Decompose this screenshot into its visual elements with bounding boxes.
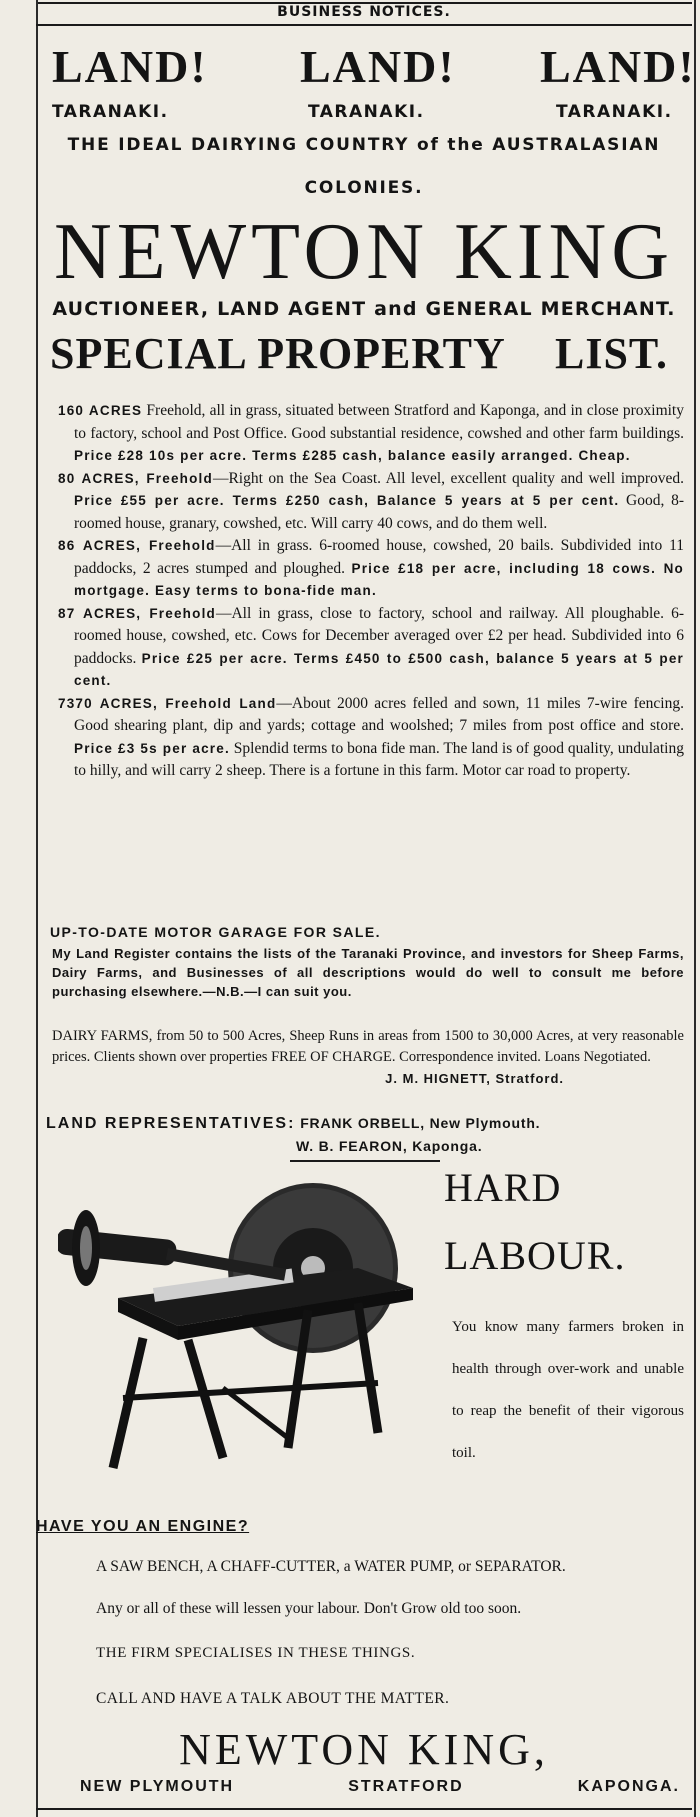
agent-orbell: FRANK ORBELL, New Plymouth. <box>300 1115 541 1131</box>
hard-labour-body: You know many farmers broken in health through over-work and unable to reap the benefit of their vigorous toil. <box>452 1319 684 1461</box>
company-name-heading: NEWTON KING <box>53 208 675 296</box>
trades-line: AUCTIONEER, LAND AGENT and GENERAL MERCHANT. <box>52 298 676 320</box>
listing-text: —All in grass, close to factory, school and railway. All ploughable. 6-roomed house, cowshed, etc. Cows for December averaged over £2 per head. Subdivided into 6 paddocks. <box>74 604 684 667</box>
dairy-farms-text: DAIRY FARMS, from 50 to 500 Acres, Sheep Runs in areas from 1500 to 30,000 Acres, at very reasonable prices. Clients shown over properties FREE OF CHARGE. Correspondence invited. Loans Negotiated. <box>52 1028 684 1065</box>
call-line: CALL AND HAVE A TALK ABOUT THE MATTER. <box>96 1690 450 1707</box>
taranaki-label-3: TARANAKI. <box>556 102 673 122</box>
special-property-list-title <box>46 328 686 379</box>
town-stratford: STRATFORD <box>348 1778 464 1795</box>
ideal-dairying-line: THE IDEAL DAIRYING COUNTRY of the AUSTRALASIAN <box>67 135 661 155</box>
bottom-rule <box>36 1808 692 1810</box>
saw-bench-illustration <box>58 1148 438 1478</box>
acres-label: 80 ACRES, Freehold <box>58 470 213 486</box>
land-heading-3: LAND! <box>540 41 696 92</box>
colonies-line: COLONIES. <box>304 178 424 198</box>
land-register-notice: My Land Register contains the lists of the Taranaki Province, and investors for Sheep Farms, Dairy Farms, and Businesses of all descriptions would do well to consult me before purchasing elsewhere.—N.B.—I can suit you. <box>52 946 684 999</box>
property-listing <box>58 400 684 468</box>
price-label: Price £25 per acre. Terms £450 to £500 cash, balance 5 years at 5 per cent. <box>74 650 684 688</box>
labour-heading: LABOUR. <box>444 1233 626 1278</box>
price-label: Price £18 per acre, including 18 cows. No mortgage. Easy terms to bona-fide man. <box>74 560 684 598</box>
products-line: A SAW BENCH, A CHAFF-CUTTER, a WATER PUMP, or SEPARATOR. <box>96 1558 566 1575</box>
acres-label: 7370 ACRES, Freehold Land <box>58 695 277 711</box>
representatives-label: LAND REPRESENTATIVES: <box>46 1115 296 1132</box>
dairy-farms-notice <box>52 1026 684 1089</box>
price-label: Price £28 10s per acre. Terms £285 cash, balance easily arranged. Cheap. <box>74 448 631 463</box>
firm-specialises-line: THE FIRM SPECIALISES IN THESE THINGS. <box>96 1645 416 1661</box>
price-label: Price £55 per acre. Terms £250 cash, Balance 5 years at 5 per cent. <box>74 493 620 508</box>
land-heading-2: LAND! <box>300 41 456 92</box>
listing-text-2: Splendid terms to bona fide man. The land is of good quality, undulating to hilly, and will carry 2 sheep. There is a fortune in this farm. Motor car road to property. <box>74 739 684 779</box>
property-listing <box>58 535 684 603</box>
lessen-labour-line: Any or all of these will lessen your labour. Don't Grow old too soon. <box>96 1600 522 1617</box>
agent-hignett: J. M. HIGNETT, Stratford. <box>385 1071 564 1086</box>
right-column-rule <box>694 0 696 1817</box>
listing-text-2: Good, 8-roomed house, granary, cowshed, etc. Will carry 40 cows, and do them well. <box>74 492 684 532</box>
motor-garage-notice: UP-TO-DATE MOTOR GARAGE FOR SALE. <box>50 924 381 940</box>
list-title-right: LIST. <box>554 329 668 378</box>
header-rule <box>36 24 692 26</box>
property-listing <box>58 468 684 536</box>
property-listing <box>58 693 684 783</box>
listing-text: —Right on the Sea Coast. All level, excellent quality and well improved. <box>212 469 684 487</box>
engine-question: HAVE YOU AN ENGINE? <box>36 1518 250 1535</box>
list-title-left: SPECIAL PROPERTY <box>50 329 506 378</box>
property-listing <box>58 603 684 693</box>
acres-label: 160 ACRES <box>58 403 143 418</box>
agent-fearon: W. B. FEARON, Kaponga. <box>296 1138 483 1154</box>
taranaki-label-1: TARANAKI. <box>52 102 169 122</box>
listing-text: —All in grass. 6-roomed house, cowshed, 20 bails. Subdivided into 11 paddocks, 2 acres stumped and ploughed. <box>74 537 684 577</box>
section-label: BUSINESS NOTICES. <box>277 4 451 20</box>
town-new-plymouth: NEW PLYMOUTH <box>80 1778 235 1795</box>
price-label: Price £3 5s per acre. <box>74 740 230 756</box>
property-listings <box>58 400 684 783</box>
hard-heading: HARD <box>444 1165 562 1210</box>
town-kaponga: KAPONGA. <box>577 1778 680 1795</box>
footer-company-name: NEWTON KING, <box>179 1725 549 1774</box>
land-heading-1: LAND! <box>52 41 208 92</box>
listing-text: Freehold, all in grass, situated between Stratford and Kaponga, and in close proximity to factory, school and Post Office. Good substantial residence, cowshed and other farm buildings. <box>74 402 684 442</box>
acres-label: 86 ACRES, Freehold <box>58 538 216 553</box>
listing-text: —About 2000 acres felled and sown, 11 miles 7-wire fencing. Good shearing plant, dip and yards; cottage and woolshed; 7 miles from post office and store. <box>74 694 684 734</box>
bench-frame-icon <box>113 1268 413 1468</box>
acres-label: 87 ACRES, Freehold <box>58 605 216 621</box>
taranaki-label-2: TARANAKI. <box>308 102 425 122</box>
footer-towns <box>80 1778 680 1796</box>
